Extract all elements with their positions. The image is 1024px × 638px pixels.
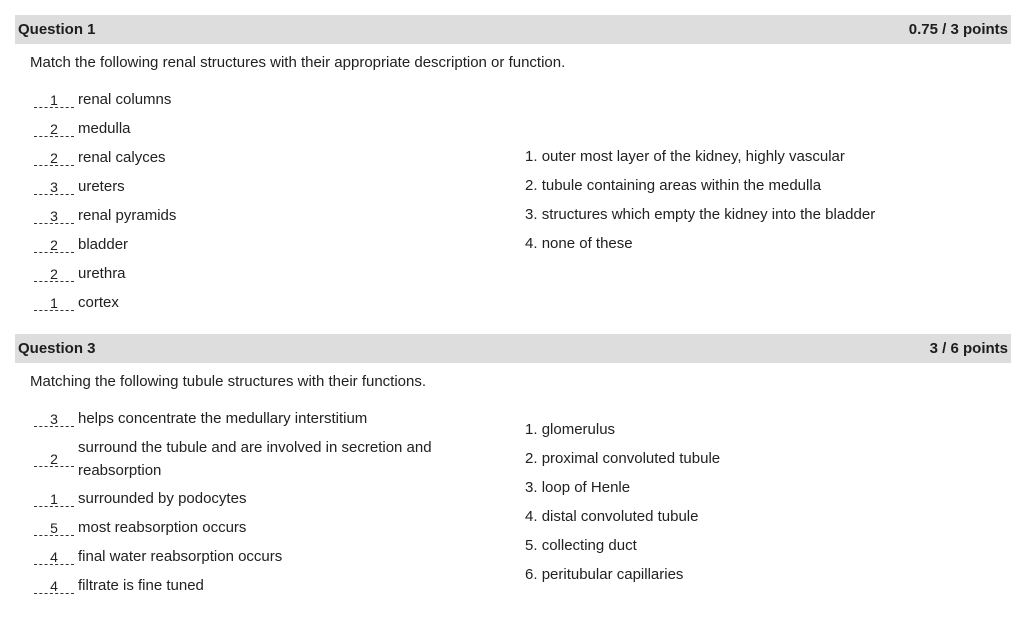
answer-value: 1 (34, 295, 74, 311)
option-text: distal convoluted tubule (541, 508, 699, 525)
option-item (525, 508, 698, 525)
option-item (525, 537, 637, 554)
match-item (34, 233, 474, 256)
answer-value: 1 (34, 491, 74, 507)
item-label: most reabsorption occurs (78, 519, 247, 536)
item-label: final water reabsorption occurs (78, 548, 283, 565)
item-label: renal pyramids (78, 207, 177, 224)
answer-value: 4 (34, 578, 74, 594)
answer-value: 1 (34, 92, 74, 108)
item-label: filtrate is fine tuned (78, 577, 204, 594)
option-item (525, 235, 633, 252)
question-title: Question 1 (18, 21, 96, 38)
option-text: loop of Henle (541, 479, 631, 496)
option-number: 2. (525, 450, 538, 467)
option-text: glomerulus (541, 421, 616, 438)
option-number: 1. (525, 421, 538, 438)
option-item (525, 421, 615, 438)
option-item (525, 450, 720, 467)
answer-value: 2 (34, 237, 74, 253)
question-prompt: Matching the following tubule structures with their functions. (30, 373, 427, 390)
option-item (525, 148, 845, 165)
answer-value: 2 (34, 121, 74, 137)
item-label: cortex (78, 294, 119, 311)
question-header (15, 334, 1011, 363)
option-number: 4. (525, 235, 538, 252)
match-item (34, 516, 474, 539)
match-item (34, 291, 474, 314)
match-item (34, 574, 474, 597)
item-label: ureters (78, 178, 125, 195)
option-text: tubule containing areas within the medulla (541, 177, 822, 194)
option-text: structures which empty the kidney into the bladder (541, 206, 876, 223)
option-item (525, 566, 683, 583)
option-text: none of these (541, 235, 633, 252)
option-number: 4. (525, 508, 538, 525)
option-number: 2. (525, 177, 538, 194)
item-label: helps concentrate the medullary interstitium (78, 410, 368, 427)
question-score: 0.75 / 3 points (908, 21, 1008, 38)
option-number: 5. (525, 537, 538, 554)
question-prompt: Match the following renal structures with their appropriate description or function. (30, 54, 566, 71)
question-header (15, 15, 1011, 44)
match-item (34, 88, 474, 111)
item-label: bladder (78, 236, 129, 253)
answer-value: 2 (34, 266, 74, 282)
answer-value: 3 (34, 179, 74, 195)
option-text: proximal convoluted tubule (541, 450, 721, 467)
option-number: 1. (525, 148, 538, 165)
match-item (34, 204, 474, 227)
item-label: surround the tubule and are involved in secretion and reabsorption (78, 439, 432, 479)
match-item (34, 117, 474, 140)
item-label: medulla (78, 120, 131, 137)
match-item (34, 407, 474, 430)
option-item (525, 479, 630, 496)
answer-value: 2 (34, 451, 74, 467)
question-score: 3 / 6 points (929, 340, 1008, 357)
match-item (34, 545, 474, 568)
answer-value: 5 (34, 520, 74, 536)
match-item (34, 436, 464, 482)
match-item (34, 146, 474, 169)
match-item (34, 262, 474, 285)
item-label: urethra (78, 265, 126, 282)
answer-value: 3 (34, 208, 74, 224)
item-label: renal calyces (78, 149, 166, 166)
match-item (34, 487, 474, 510)
item-label: surrounded by podocytes (78, 490, 247, 507)
item-label: renal columns (78, 91, 172, 108)
option-number: 6. (525, 566, 538, 583)
option-number: 3. (525, 206, 538, 223)
option-text: peritubular capillaries (541, 566, 684, 583)
match-item (34, 175, 474, 198)
option-text: outer most layer of the kidney, highly vascular (541, 148, 845, 165)
option-number: 3. (525, 479, 538, 496)
answer-value: 3 (34, 411, 74, 427)
option-item (525, 177, 821, 194)
option-text: collecting duct (541, 537, 637, 554)
option-item (525, 206, 875, 223)
answer-value: 4 (34, 549, 74, 565)
question-title: Question 3 (18, 340, 96, 357)
answer-value: 2 (34, 150, 74, 166)
